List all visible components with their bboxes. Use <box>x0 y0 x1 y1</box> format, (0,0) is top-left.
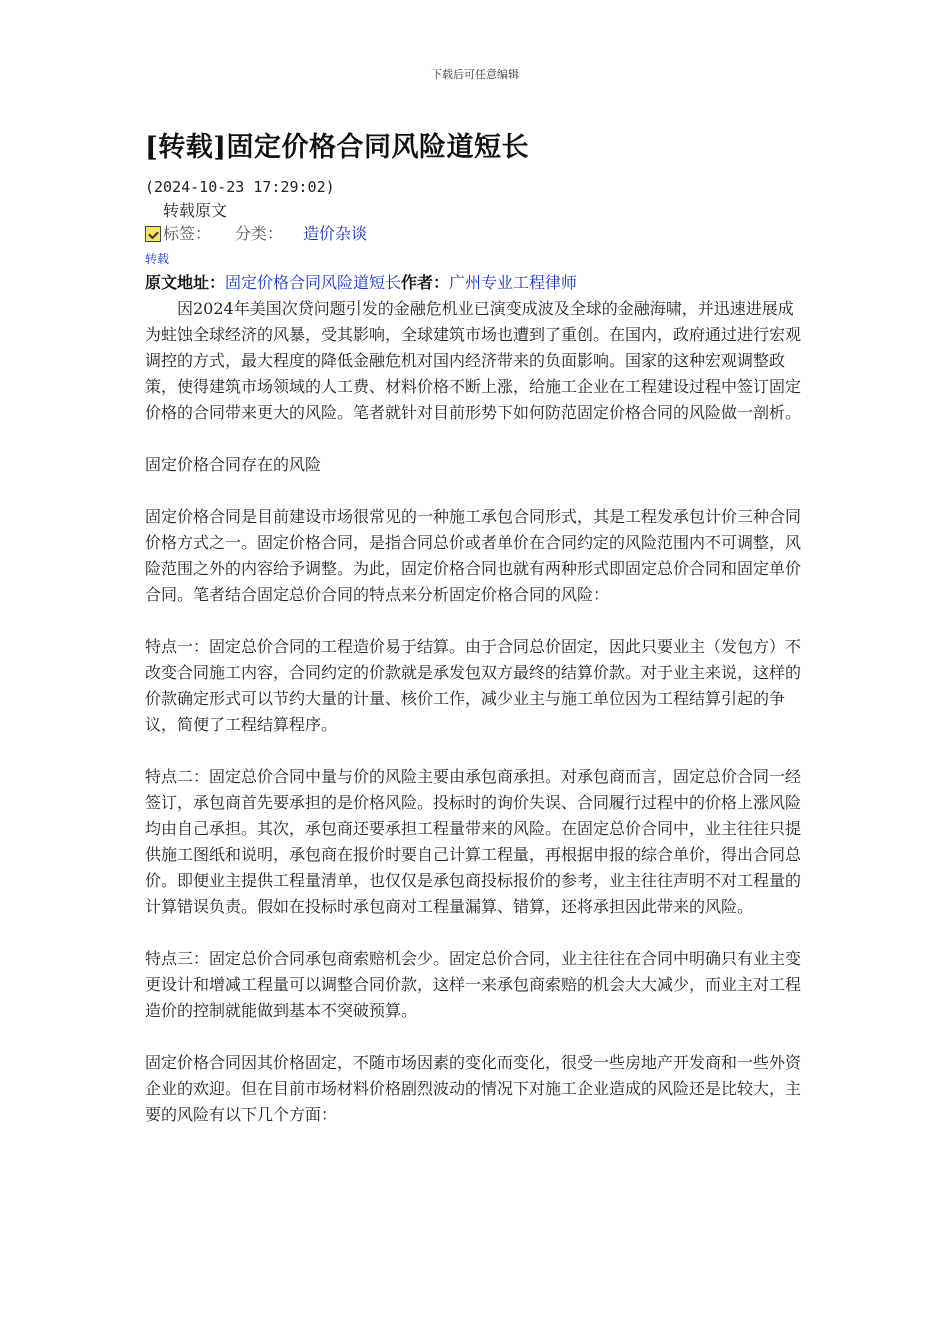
paragraph: 固定价格合同是目前建设市场很常见的一种施工承包合同形式，其是工程发承包计价三种合同价格方式之一。固定价格合同，是指合同总价或者单价在合同约定的风险范围内不可调整，风险范围之外的内容给予调整。为此，固定价格合同也就有两种形式即固定总价合同和固定单价合同。笔者结合固定总价合同的特点来分析固定价格合同的风险： <box>145 507 802 604</box>
repost-link[interactable]: 转载 <box>145 252 170 266</box>
repost-original-label: 转载原文 <box>163 201 228 220</box>
article <box>145 128 807 1154</box>
author-label: 作者： <box>401 273 450 292</box>
author-link[interactable]: 广州专业工程律师 <box>449 273 578 292</box>
source-line <box>145 272 807 294</box>
source-link[interactable]: 固定价格合同风险道短长 <box>225 273 402 292</box>
tag-icon <box>145 226 161 242</box>
paragraph: 特点二：固定总价合同中量与价的风险主要由承包商承担。对承包商而言，固定总价合同一经签订，承包商首先要承担的是价格风险。投标时的询价失误、合同履行过程中的价格上涨风险均由自己承担。其次，承包商还要承担工程量带来的风险。在固定总价合同中，业主往往只提供施工图纸和说明，承包商在报价时要自己计算工程量，再根据申报的综合单价，得出合同总价。即便业主提供工程量清单，也仅仅是承包商投标报价的参考，业主往往声明不对工程量的计算错误负责。假如在投标时承包商对工程量漏算、错算，还将承担因此带来的风险。 <box>145 767 802 916</box>
post-datetime: (2024-10-23 17:29:02) <box>145 178 335 196</box>
tags-label: 标签： <box>163 224 212 243</box>
source-label: 原文地址： <box>145 273 226 292</box>
article-body <box>145 296 807 1128</box>
category-link[interactable]: 造价杂谈 <box>303 224 368 243</box>
paragraph: 固定价格合同因其价格固定，不随市场因素的变化而变化，很受一些房地产开发商和一些外资企业的欢迎。但在目前市场材料价格剧烈波动的情况下对施工企业造成的风险还是比较大，主要的风险有以下几个方面： <box>145 1053 802 1124</box>
category-label: 分类： <box>235 224 284 243</box>
paragraph: 特点一：固定总价合同的工程造价易于结算。由于合同总价固定，因此只要业主（发包方）不改变合同施工内容，合同约定的价款就是承发包双方最终的结算价款。对于业主来说，这样的价款确定形式可以节约大量的计量、核价工作，减少业主与施工单位因为工程结算引起的争议，简便了工程结算程序。 <box>145 637 802 734</box>
paragraph: 特点三：固定总价合同承包商索赔机会少。固定总价合同，业主往往在合同中明确只有业主变更设计和增减工程量可以调整合同价款，这样一来承包商索赔的机会大大减少，而业主对工程造价的控制就能做到基本不突破预算。 <box>145 949 802 1020</box>
tag-category-row <box>145 222 807 246</box>
download-note: 下载后可任意编辑 <box>431 68 519 81</box>
article-title: [转载]固定价格合同风险道短长 <box>145 132 530 163</box>
paragraph-intro: 因2024年美国次贷问题引发的金融危机业已演变成波及全球的金融海啸，并迅速进展成为蛀蚀全球经济的风暴，受其影响，全球建筑市场也遭到了重创。在国内，政府通过进行宏观调控的方式，最大程度的降低金融危机对国内经济带来的负面影响。国家的这种宏观调整政策，使得建筑市场领域的人工费、材料价格不断上涨，给施工企业在工程建设过程中签订固定价格的合同带来更大的风险。笔者就针对目前形势下如何防范固定价格合同的风险做一剖析。 <box>145 299 802 422</box>
section-heading: 固定价格合同存在的风险 <box>145 455 322 474</box>
